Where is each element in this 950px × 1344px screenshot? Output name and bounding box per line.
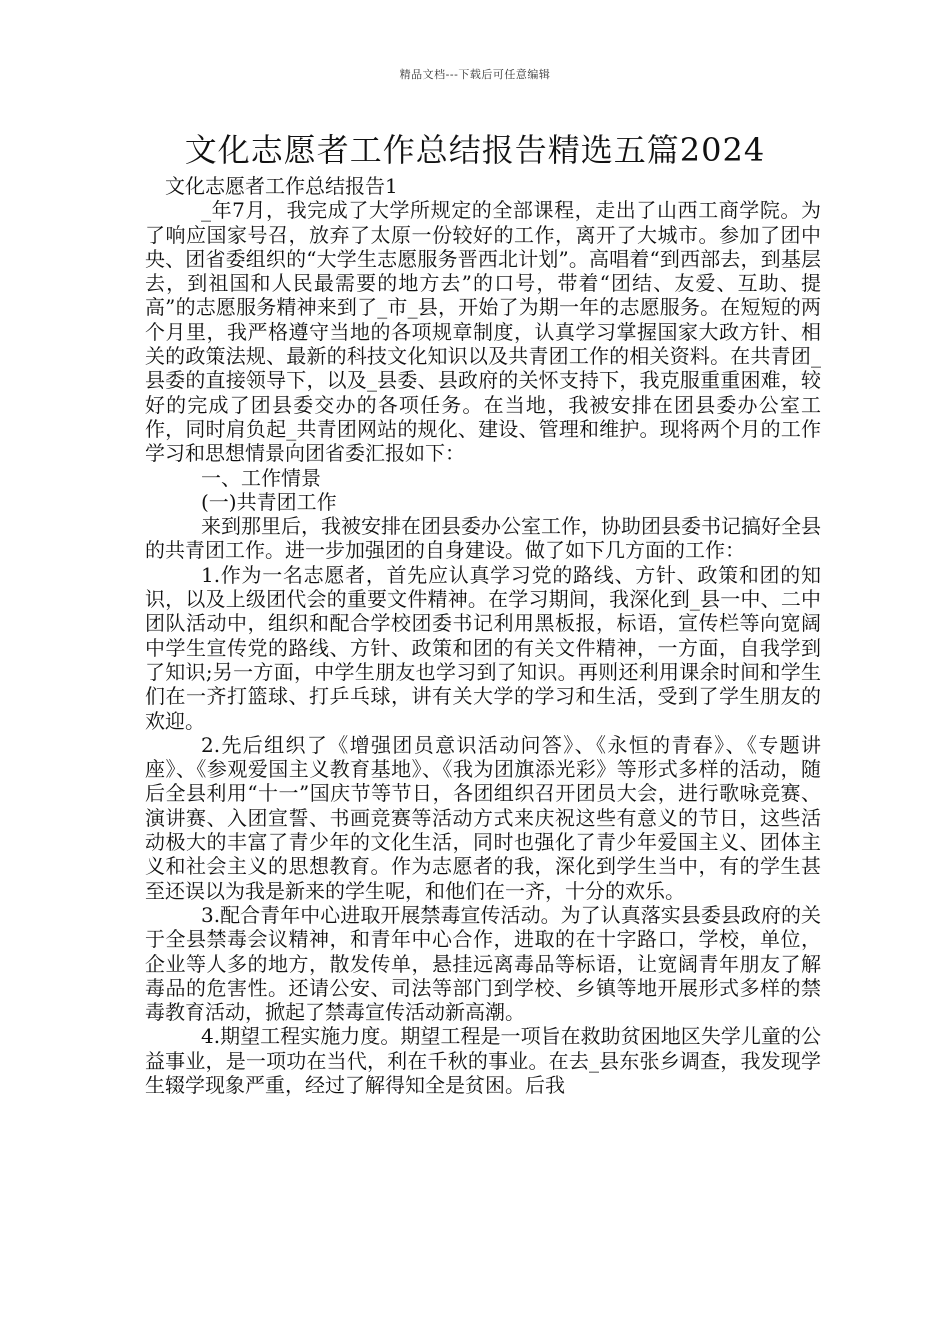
report-heading: 文化志愿者工作总结报告1 [165,174,398,198]
list-item-1: 1.作为一名志愿者，首先应认真学习党的路线、方针、政策和团的知识，以及上级团代会的重要文件精神。在学习期间，我深化到_县一中、二中团队活动中，组织和配合学校团委书记利用黑板报，标语，宣传栏等向宽阔中学生宣传党的路线、方针、政策和团的有关文件精神，一方面，自我学到了知识;另一方面，中学生朋友也学习到了知识。再则还利用课余时间和学生们在一齐打篮球、打乒乓球，讲有关大学的学习和生活，受到了学生朋友的欢迎。 [145,562,821,733]
intro-paragraph: _年7月，我完成了大学所规定的全部课程，走出了山西工商学院。为了响应国家号召，放弃了太原一份较好的工作，离开了大城市。参加了团中央、团省委组织的“大学生志愿服务晋西北计划”。高唱着“到西部去，到基层去，到祖国和人民最需要的地方去”的口号，带着“团结、友爱、互助、提高”的志愿服务精神来到了_市_县，开始了为期一年的志愿服务。在短短的两个月里，我严格遵守当地的各项规章制度，认真学习掌握国家大政方针、相关的政策法规、最新的科技文化知识以及共青团工作的相关资料。在共青团_县委的直接领导下，以及_县委、县政府的关怀支持下，我克服重重困难，较好的完成了团县委交办的各项任务。在当地，我被安排在团县委办公室工作，同时肩负起_共青团网站的规化、建设、管理和维护。现将两个月的工作学习和思想情景向团省委汇报如下： [145,198,821,466]
subsection-heading: (一)共青团工作 [201,489,337,514]
document-body [145,174,821,1097]
section-intro-paragraph: 来到那里后，我被安排在团县委办公室工作，协助团县委书记搞好全县的共青团工作。进一步加强团的自身建设。做了如下几方面的工作： [145,514,821,563]
list-item-3: 3.配合青年中心进取开展禁毒宣传活动。为了认真落实县委县政府的关于全县禁毒会议精神，和青年中心合作，进取的在十字路口，学校，单位，企业等人多的地方，散发传单，悬挂远离毒品等标语，让宽阔青年朋友了解毒品的危害性。还请公安、司法等部门到学校、乡镇等地开展形式多样的禁毒教育活动，掀起了禁毒宣传活动新高潮。 [145,902,821,1025]
list-item-2: 2.先后组织了《增强团员意识活动问答》、《永恒的青春》、《专题讲座》、《参观爱国主义教育基地》、《我为团旗添光彩》等形式多样的活动，随后全县利用“十一”国庆节等节日，各团组织召开团员大会，进行歌咏竞赛、演讲赛、入团宣誓、书画竞赛等活动方式来庆祝这些有意义的节日，这些活动极大的丰富了青少年的文化生活，同时也强化了青少年爱国主义、团体主义和社会主义的思想教育。作为志愿者的我，深化到学生当中，有的学生甚至还误以为我是新来的学生呢，和他们在一齐，十分的欢乐。 [145,732,821,903]
list-item-4: 4.期望工程实施力度。期望工程是一项旨在救助贫困地区失学儿童的公益事业，是一项功在当代，利在千秋的事业。在去_县东张乡调查，我发现学生辍学现象严重，经过了解得知全是贫困。后我 [145,1024,821,1097]
document-title: 文化志愿者工作总结报告精选五篇2024 [184,131,766,169]
page-header: 精品文档---下载后可任意编辑 [399,68,551,81]
section-heading: 一、工作情景 [201,465,321,490]
